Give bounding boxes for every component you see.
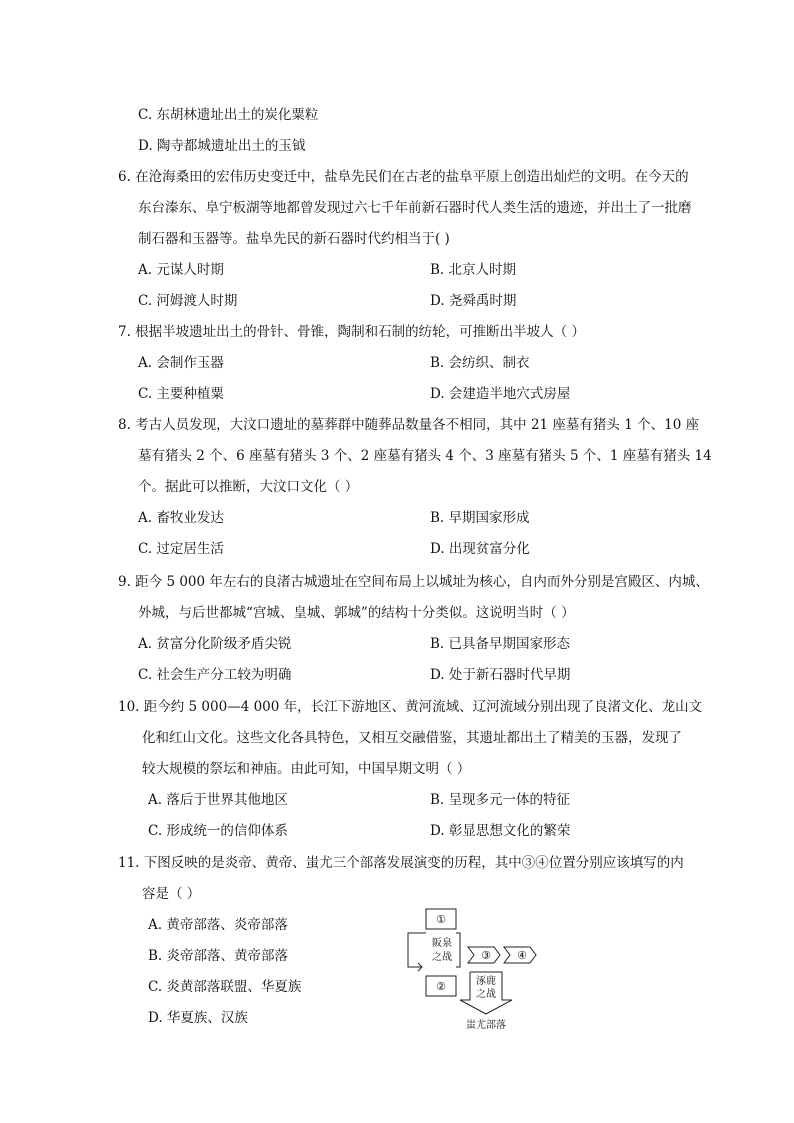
q7-option-c: C. 主要种植粟	[138, 386, 224, 402]
q10-stem-line2: 化和红山文化。这些文化各具特色，又相互交融借鉴，其遗址都出土了精美的玉器，发现了	[142, 730, 682, 746]
q6-stem-line3: 制石器和玉器等。盐阜先民的新石器时代约相当于( )	[138, 231, 450, 247]
q10-option-a: A. 落后于世界其他地区	[148, 792, 288, 808]
diagram-battle1-line1: 阪泉	[432, 938, 452, 949]
q6-option-b: B. 北京人时期	[430, 262, 517, 278]
q9-stem-line1: 9. 距今 5 000 年左右的良渚古城遗址在空间布局上以城址为核心，自内而外分别是宫殿区、内城、	[118, 574, 709, 590]
q8-option-b: B. 早期国家形成	[430, 510, 530, 526]
q9-stem-line2: 外城，与后世都城“宫城、皇城、郭城”的结构十分类似。这说明当时（ ）	[138, 605, 575, 621]
q5-option-c: C. 东胡林遗址出土的炭化粟粒	[138, 107, 319, 123]
q6-stem-line1: 6. 在沧海桑田的宏伟历史变迁中，盐阜先民们在古老的盐阜平原上创造出灿烂的文明。在今天的	[118, 169, 689, 185]
q7-stem-line1: 7. 根据半坡遗址出土的骨针、骨锥，陶制和石制的纺轮，可推断出半坡人（ ）	[118, 324, 585, 340]
q7-option-d: D. 会建造半地穴式房屋	[430, 386, 571, 402]
q8-stem-line3: 个。据此可以推断，大汶口文化（ ）	[138, 479, 359, 495]
q10-option-b: B. 呈现多元一体的特征	[430, 792, 571, 808]
q8-option-c: C. 过定居生活	[138, 541, 224, 557]
q11-option-a: A. 黄帝部落、炎帝部落	[148, 917, 288, 933]
q11-option-c: C. 炎黄部落联盟、华夏族	[148, 979, 302, 995]
q8-option-d: D. 出现贫富分化	[430, 541, 530, 557]
q9-option-d: D. 处于新石器时代早期	[430, 667, 571, 683]
diagram-battle2-line2: 之战	[476, 989, 496, 1000]
q6-stem-line2: 东台溱东、阜宁板湖等地都曾发现过六七千年前新石器时代人类生活的遗迹，并出土了一批磨	[138, 200, 692, 216]
q6-option-d: D. 尧舜禹时期	[430, 293, 517, 309]
q9-option-c: C. 社会生产分工较为明确	[138, 667, 292, 683]
diagram-battle2-line1: 涿鹿	[476, 976, 496, 987]
q6-option-c: C. 河姆渡人时期	[138, 293, 238, 309]
q8-stem-line1: 8. 考古人员发现，大汶口遗址的墓葬群中随葬品数量各不相同，其中 21 座墓有猪头 1 个、10 座	[118, 417, 700, 433]
q5-option-d: D. 陶寺都城遗址出土的玉钺	[138, 138, 306, 154]
q10-stem-line3: 较大规模的祭坛和神庙。由此可知，中国早期文明（ ）	[142, 761, 471, 777]
tribe-evolution-diagram	[404, 904, 554, 1034]
diagram-box-2-label: ②	[436, 980, 446, 993]
q10-option-d: D. 彰显思想文化的繁荣	[430, 823, 571, 839]
q11-option-b: B. 炎帝部落、黄帝部落	[148, 948, 289, 964]
diagram-box-1-label: ①	[436, 913, 446, 926]
diagram-battle1-line2: 之战	[432, 952, 452, 963]
diagram-box-3-label: ③	[481, 949, 491, 962]
q9-option-b: B. 已具备早期国家形态	[430, 636, 571, 652]
q9-option-a: A. 贫富分化阶级矛盾尖锐	[138, 636, 292, 652]
q8-option-a: A. 畜牧业发达	[138, 510, 224, 526]
diagram-left-arrow	[408, 933, 426, 967]
q7-option-a: A. 会制作玉器	[138, 355, 224, 371]
q6-option-a: A. 元谋人时期	[138, 262, 224, 278]
q11-stem-line2: 容是（ ）	[142, 886, 201, 902]
diagram-box-4-label: ④	[517, 949, 527, 962]
q8-stem-line2: 墓有猪头 2 个、6 座墓有猪头 3 个、2 座墓有猪头 4 个、3 座墓有猪头 5 个、1 座墓有猪头 14	[138, 448, 712, 464]
q11-stem-line1: 11. 下图反映的是炎帝、黄帝、蚩尤三个部落发展演变的历程，其中③④位置分别应该填写的内	[118, 855, 684, 871]
q10-option-c: C. 形成统一的信仰体系	[148, 823, 288, 839]
diagram-bottom-label: 蚩尤部落	[466, 1020, 506, 1031]
q10-stem-line1: 10. 距今约 5 000—4 000 年，长江下游地区、黄河流域、辽河流域分别出现了良渚文化、龙山文	[118, 699, 703, 715]
q11-option-d: D. 华夏族、汉族	[148, 1010, 248, 1026]
q7-option-b: B. 会纺织、制衣	[430, 355, 530, 371]
